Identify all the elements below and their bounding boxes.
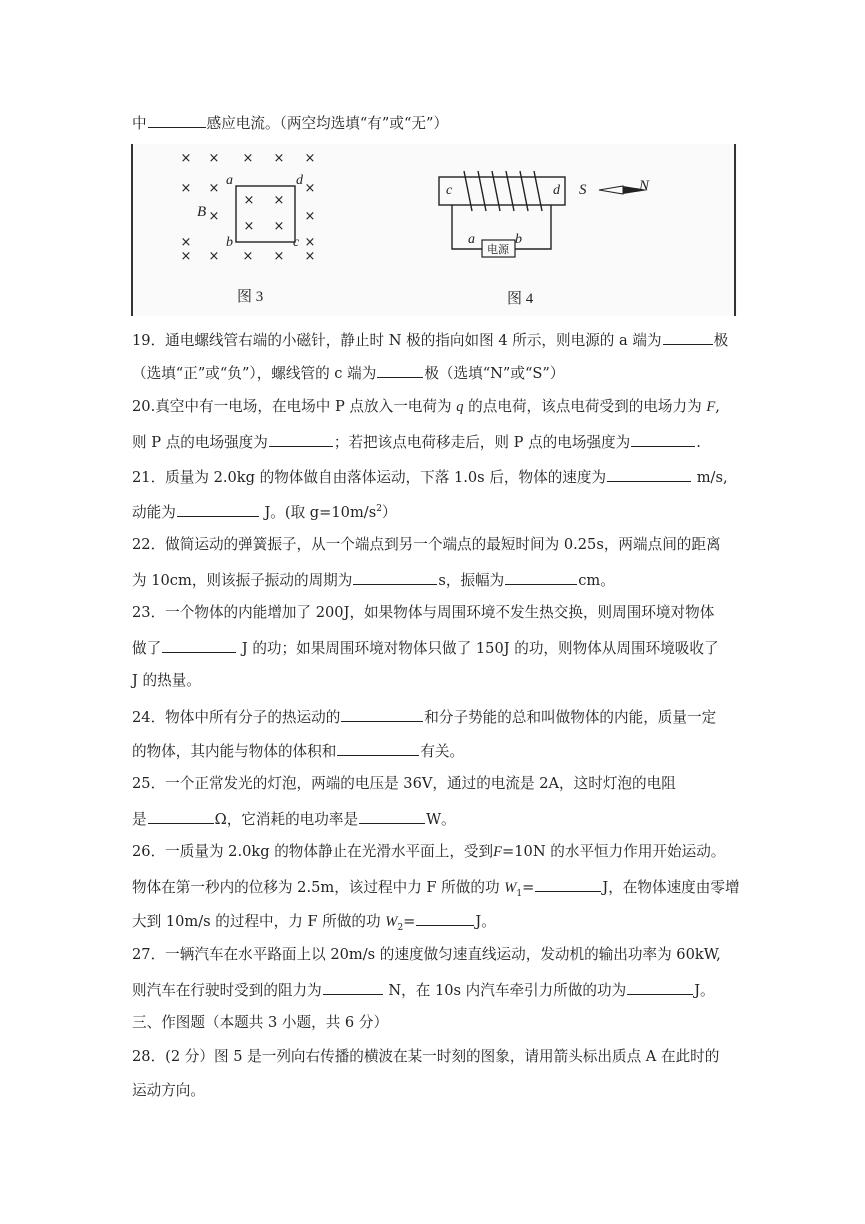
q20-line-2 <box>132 431 701 453</box>
q25-text: 25．一个正常发光的灯泡，两端的电压是 36V，通过的电流是 2A，这时灯泡的电阻 <box>132 775 676 792</box>
answer-blank[interactable] <box>505 569 577 585</box>
answer-blank[interactable] <box>148 808 214 824</box>
q21-text: 21．质量为 2.0kg 的物体做自由落体运动，下落 1.0s 后，物体的速度为 <box>132 469 607 486</box>
q26-text: J。 <box>475 913 496 930</box>
q26-text: 26．一质量为 2.0kg 的物体静止在光滑水平面上，受到 <box>132 843 494 860</box>
q21-text: m/s, <box>696 469 728 486</box>
q25-text: 是 <box>132 811 147 828</box>
field-cross-mark: × <box>273 249 285 264</box>
label-b: b <box>515 232 522 247</box>
equals-sign: = <box>522 879 535 896</box>
q28-text: 28．(2 分）图 5 是一列向右传播的横波在某一时刻的图象，请用箭头标出质点 A 在此时的 <box>132 1048 720 1065</box>
answer-blank[interactable] <box>607 466 691 482</box>
q23-line-2 <box>132 637 719 659</box>
answer-blank[interactable] <box>353 569 437 585</box>
answer-blank[interactable] <box>323 979 383 995</box>
figure-background <box>131 144 737 316</box>
q24-text: 和分子势能的总和叫做物体的内能，质量一定 <box>424 709 717 726</box>
q20-text: ；若把该点电荷移走后，则 P 点的电场强度为 <box>333 434 631 451</box>
force-symbol: F <box>493 844 503 860</box>
power-source-label: 电源 <box>487 243 509 256</box>
field-cross-mark: × <box>180 235 192 250</box>
q19-text: 19．通电螺线管右端的小磁针，静止时 N 极的指向如图 4 所示，则电源的 a 端为 <box>132 332 662 349</box>
answer-blank[interactable] <box>663 329 713 345</box>
q25-text: W。 <box>426 811 456 828</box>
q26-text: J，在物体速度由零增 <box>602 879 740 896</box>
answer-blank[interactable] <box>337 740 419 756</box>
label-a: a <box>226 173 233 188</box>
q22-text: 22．做简运动的弹簧振子，从一个端点到另一个端点的最短时间为 0.25s，两端点间的距离 <box>132 536 721 553</box>
field-cross-mark: × <box>273 219 285 234</box>
q24-line-1 <box>132 706 716 728</box>
q25-line-1 <box>132 774 676 794</box>
q20-text: . <box>696 434 701 451</box>
q27-line-1 <box>132 945 721 965</box>
field-cross-mark: × <box>208 151 220 166</box>
answer-blank[interactable] <box>631 431 695 447</box>
q22-text: 为 10cm，则该振子振动的周期为 <box>132 572 353 589</box>
q25-line-2 <box>132 808 456 830</box>
q26-text: =10N 的水平恒力作用开始运动。 <box>502 843 726 860</box>
answer-blank[interactable] <box>377 362 423 378</box>
q21-line-1 <box>132 466 728 488</box>
field-cross-mark: × <box>180 181 192 196</box>
q21-line-2 <box>132 499 397 523</box>
q23-text: J 的功；如果周围环境对物体只做了 150J 的功，则物体从周围环境吸收了 <box>241 640 719 657</box>
q24-text: 24．物体中所有分子的热运动的 <box>132 709 341 726</box>
q28-line-2 <box>132 1081 205 1101</box>
q23-text: J 的热量。 <box>132 672 201 689</box>
q24-text: 有关。 <box>420 743 465 760</box>
q22-text: s，振幅为 <box>438 572 505 589</box>
q22-line-2 <box>132 569 615 591</box>
q19-line-1 <box>132 329 728 351</box>
field-cross-mark: × <box>304 151 316 166</box>
q21-text: 动能为 <box>132 503 176 521</box>
q18-prefix: 中 <box>132 115 147 132</box>
answer-blank[interactable] <box>162 637 236 653</box>
q20-text: 的点电荷，该点电荷受到的电场力为 <box>468 398 702 415</box>
field-cross-mark: × <box>273 151 285 166</box>
field-cross-mark: × <box>304 235 316 250</box>
q19-text: （选填“正”或“负”），螺线管的 c 端为 <box>132 365 377 382</box>
field-cross-mark: × <box>208 181 220 196</box>
figure-3-caption: 图 3 <box>237 289 264 305</box>
q19-line-2 <box>132 362 565 384</box>
q27-text: N，在 10s 内汽车牵引力所做的功为 <box>388 982 627 999</box>
field-cross-mark: × <box>243 193 255 208</box>
q20-text: 20.真空中有一电场，在电场中 P 点放入一电荷为 <box>132 398 452 415</box>
answer-blank[interactable] <box>627 979 693 995</box>
q26-line-3 <box>132 910 496 938</box>
q27-line-2 <box>132 979 715 1001</box>
label-c: c <box>446 183 453 198</box>
q23-text: 做了 <box>132 640 162 657</box>
work-symbol: W <box>385 914 398 930</box>
q27-text: J。 <box>694 982 715 999</box>
equals-sign: = <box>403 913 416 930</box>
work-symbol: W <box>504 880 517 896</box>
label-d: d <box>553 183 560 198</box>
q19-text: 极 <box>713 332 729 349</box>
field-cross-mark: × <box>242 249 254 264</box>
figure-4-caption: 图 4 <box>507 291 534 307</box>
label-N: N <box>639 178 650 194</box>
subscript: 1 <box>516 888 523 899</box>
force-symbol: F <box>706 399 716 415</box>
q23-line-3 <box>132 671 201 691</box>
q22-text: cm。 <box>578 572 615 589</box>
q21-superscript: 2 <box>376 504 382 514</box>
label-d: d <box>296 173 303 188</box>
answer-blank[interactable] <box>177 501 259 517</box>
q20-text: 则 P 点的电场强度为 <box>132 434 268 451</box>
field-cross-mark: × <box>242 151 254 166</box>
q21-text: J。(取 g=10m/s <box>264 503 377 521</box>
charge-symbol: q <box>456 399 464 415</box>
field-cross-mark: × <box>243 219 255 234</box>
q28-line-1 <box>132 1047 719 1067</box>
q19-text: 极（选填“N”或“S”） <box>424 365 565 382</box>
q23-line-1 <box>132 603 714 623</box>
answer-blank[interactable] <box>269 431 333 447</box>
q20-line-1 <box>132 397 720 417</box>
q24-text: 的物体，其内能与物体的体积和 <box>132 743 337 760</box>
q24-line-2 <box>132 740 464 762</box>
q26-line-1 <box>132 842 725 862</box>
answer-blank[interactable] <box>148 112 206 128</box>
q20-text: , <box>715 398 720 415</box>
field-cross-mark: × <box>304 249 316 264</box>
label-b: b <box>226 235 233 250</box>
field-cross-mark: × <box>208 209 220 224</box>
answer-blank[interactable] <box>341 706 423 722</box>
field-cross-mark: × <box>304 181 316 196</box>
q26-text: 物体在第一秒内的位移为 2.5m，该过程中力 F 所做的功 <box>132 879 500 896</box>
figure-3-and-4 <box>131 144 737 316</box>
q25-text: Ω，它消耗的电功率是 <box>214 811 359 828</box>
section-title: 三、作图题（本题共 3 小题，共 6 分） <box>132 1014 389 1031</box>
label-S: S <box>579 182 587 198</box>
label-c: c <box>293 235 300 250</box>
q27-text: 则汽车在行驶时受到的阻力为 <box>132 982 322 999</box>
q23-text: 23．一个物体的内能增加了 200J，如果物体与周围环境不发生热交换，则周围环境对物体 <box>132 604 715 621</box>
field-cross-mark: × <box>180 151 192 166</box>
q18-line <box>132 112 448 134</box>
field-cross-mark: × <box>273 193 285 208</box>
label-B: B <box>197 204 207 220</box>
q26-line-2 <box>132 876 740 904</box>
field-cross-mark: × <box>180 249 192 264</box>
q27-text: 27．一辆汽车在水平路面上以 20m/s 的速度做匀速直线运动，发动机的输出功率为 60kW, <box>132 946 721 963</box>
q18-suffix: 感应电流。（两空均选填“有”或“无”） <box>206 115 449 132</box>
q22-line-1 <box>132 535 721 555</box>
label-a: a <box>468 232 475 247</box>
subscript: 2 <box>397 922 404 933</box>
q21-text: ） <box>381 503 397 521</box>
answer-blank[interactable] <box>535 876 601 892</box>
q26-text: 大到 10m/s 的过程中，力 F 所做的功 <box>132 913 381 930</box>
answer-blank[interactable] <box>416 910 474 926</box>
section-3-heading <box>132 1013 388 1033</box>
answer-blank[interactable] <box>359 808 425 824</box>
field-cross-mark: × <box>304 209 316 224</box>
field-cross-mark: × <box>208 249 220 264</box>
q28-text: 运动方向。 <box>132 1082 205 1099</box>
